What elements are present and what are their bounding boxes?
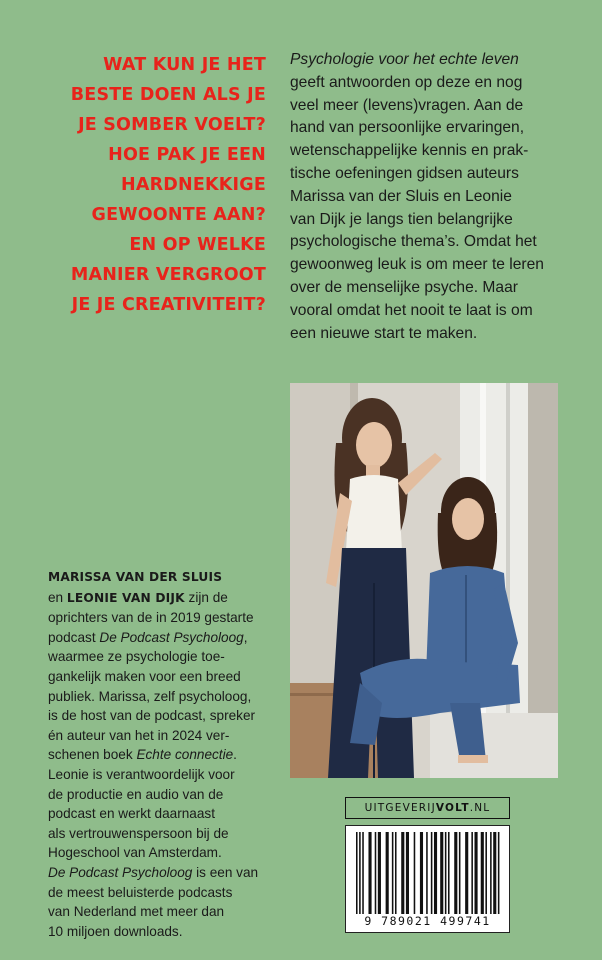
bio-line: 10 miljoen downloads.: [48, 923, 183, 939]
headline-questions: [40, 50, 266, 320]
barcode-bar: [406, 832, 409, 914]
barcode-bar: [434, 832, 437, 914]
barcode-bar: [493, 832, 496, 914]
barcode-bar: [498, 832, 500, 914]
intro-line: over de menselijke psyche. Maar: [290, 278, 518, 296]
bio-line: is de host van de podcast, spreker: [48, 708, 256, 724]
question-line: GEWOONTE AAN?: [91, 205, 266, 225]
book-title-echte-connectie: Echte connectie: [136, 747, 234, 763]
bio-text: en: [48, 589, 67, 605]
author-bio: [48, 568, 278, 941]
barcode-bar: [481, 832, 484, 914]
barcode-bars: [356, 832, 501, 914]
publisher-logo: [345, 797, 510, 819]
barcode-bar: [426, 832, 428, 914]
barcode-bar: [440, 832, 443, 914]
bio-text: is een van: [192, 864, 259, 880]
bio-line: als vertrouwenspersoon bij de: [48, 825, 229, 841]
bio-line: Hogeschool van Amsterdam.: [48, 845, 222, 861]
intro-line: gewoonweg leuk is om meer te leren: [290, 256, 544, 274]
barcode-bar: [448, 832, 450, 914]
barcode-bar: [490, 832, 492, 914]
book-title: Psychologie voor het echte leven: [290, 51, 519, 68]
question-line: BESTE DOEN ALS JE: [70, 85, 266, 105]
question-line: WAT KUN JE HET: [103, 55, 266, 75]
intro-line: geeft antwoorden op deze en nog: [290, 73, 523, 91]
bio-text: .: [233, 747, 237, 763]
barcode-bar: [414, 832, 416, 914]
barcode-bar: [401, 832, 404, 914]
isbn-number: 9 789021 499741: [364, 914, 491, 928]
barcode-bar: [375, 832, 377, 914]
question-line: HARDNEKKIGE: [121, 175, 266, 195]
barcode-bar: [392, 832, 394, 914]
bio-line: gankelijk maken voor een breed: [48, 668, 241, 684]
bio-line: Leonie is verantwoordelijk voor: [48, 766, 235, 782]
bio-line: de meest beluisterde podcasts: [48, 884, 233, 900]
question-line: EN OP WELKE: [129, 235, 266, 255]
intro-line: Marissa van der Sluis en Leonie: [290, 187, 512, 205]
barcode-bar: [445, 832, 447, 914]
barcode-bar: [485, 832, 487, 914]
intro-line: tische oefeningen gidsen auteurs: [290, 164, 519, 182]
podcast-title: De Podcast Psycholoog: [48, 864, 193, 880]
question-line: JE SOMBER VOELT?: [78, 115, 266, 135]
barcode-bar: [465, 832, 468, 914]
intro-line: van Dijk je langs tien belangrijke: [290, 210, 513, 228]
barcode-bar: [395, 832, 397, 914]
bio-text: zijn de: [184, 589, 228, 605]
author-name-marissa: MARISSA VAN DER SLUIS: [48, 570, 223, 584]
intro-line: veel meer (levens)vragen. Aan de: [290, 96, 524, 114]
barcode-bar: [420, 832, 423, 914]
isbn-barcode: [345, 825, 510, 933]
bio-line: podcast en werkt daarnaast: [48, 806, 216, 822]
barcode-bar: [431, 832, 433, 914]
bio-text: ,: [243, 629, 248, 645]
intro-paragraph: [290, 49, 592, 345]
author-photo: [290, 383, 558, 778]
bio-text: schenen boek: [48, 747, 137, 763]
bio-line: de productie en audio van de: [48, 786, 224, 802]
barcode-bar: [356, 832, 358, 914]
question-line: MANIER VERGROOT: [70, 265, 266, 285]
barcode-bar: [368, 832, 371, 914]
intro-line: een nieuwe start te maken.: [290, 324, 478, 342]
barcode-bar: [474, 832, 477, 914]
publisher-suffix: .NL: [469, 802, 491, 814]
barcode-bar: [362, 832, 364, 914]
question-line: HOE PAK JE EEN: [108, 145, 266, 165]
question-line: JE JE CREATIVITEIT?: [71, 295, 266, 315]
barcode-bar: [359, 832, 361, 914]
bio-line: én auteur van het in 2024 ver-: [48, 727, 230, 743]
barcode-bar: [471, 832, 473, 914]
intro-line: hand van persoonlijke ervaringen,: [290, 119, 525, 137]
barcode-bar: [454, 832, 457, 914]
publisher-prefix: UITGEVERIJ: [364, 802, 436, 814]
publisher-brand: VOLT: [435, 802, 470, 814]
podcast-title: De Podcast Psycholoog: [99, 629, 244, 645]
intro-line: wetenschappelijke kennis en prak-: [290, 142, 529, 160]
barcode-bar: [459, 832, 461, 914]
intro-line: psychologische thema’s. Omdat het: [290, 233, 537, 251]
bio-line: waarmee ze psychologie toe-: [48, 649, 225, 665]
barcode-bar: [386, 832, 389, 914]
barcode-bar: [378, 832, 381, 914]
intro-line: vooral omdat het nooit te laat is om: [290, 301, 533, 319]
bio-line: van Nederland met meer dan: [48, 904, 225, 920]
bio-line: oprichters van de in 2019 gestarte: [48, 610, 254, 626]
author-name-leonie: LEONIE VAN DIJK: [66, 590, 185, 605]
bio-line: publiek. Marissa, zelf psycholoog,: [48, 688, 252, 704]
bio-text: podcast: [48, 629, 100, 645]
